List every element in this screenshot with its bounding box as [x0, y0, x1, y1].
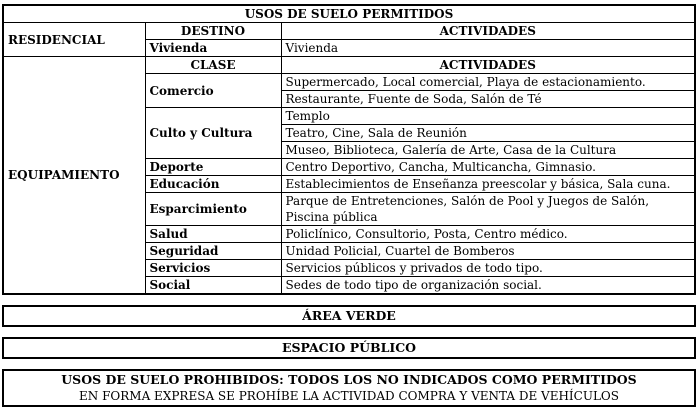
seguridad-actividad: Unidad Policial, Cuartel de Bomberos — [281, 243, 695, 260]
espacio-publico-row — [2, 337, 696, 359]
salud-actividad: Policlínico, Consultorio, Posta, Centro médico. — [281, 226, 695, 243]
espacio-publico-label: ESPACIO PÚBLICO — [281, 340, 417, 355]
residencial-label: RESIDENCIAL — [3, 23, 145, 57]
table-row — [3, 5, 695, 23]
servicios-actividad: Servicios públicos y privados de todo tipo. — [281, 260, 695, 277]
comercio-actividad-2: Restaurante, Fuente de Soda, Salón de Té — [281, 91, 695, 108]
vivienda-label: Vivienda — [145, 40, 281, 57]
seguridad-label: Seguridad — [145, 243, 281, 260]
vivienda-actividad: Vivienda — [281, 40, 695, 57]
equipamiento-label: EQUIPAMIENTO — [3, 57, 145, 295]
servicios-label: Servicios — [145, 260, 281, 277]
destino-column-header: DESTINO — [145, 23, 281, 40]
usos-prohibidos-section — [2, 369, 696, 407]
culto-actividad-3: Museo, Biblioteca, Galería de Arte, Casa de la Cultura — [281, 142, 695, 159]
esparcimiento-actividad: Parque de Entretenciones, Salón de Pool y Juegos de Salón, Piscina pública — [281, 193, 695, 226]
deporte-actividad: Centro Deportivo, Cancha, Multicancha, Gimnasio. — [281, 159, 695, 176]
salud-label: Salud — [145, 226, 281, 243]
esparcimiento-label: Esparcimiento — [145, 193, 281, 226]
educacion-actividad: Establecimientos de Enseñanza preescolar y básica, Sala cuna. — [281, 176, 695, 193]
usos-prohibidos-title: USOS DE SUELO PROHIBIDOS: TODOS LOS NO INDICADOS COMO PERMITIDOS — [61, 372, 637, 387]
area-verde-row — [2, 305, 696, 327]
comercio-label: Comercio — [145, 74, 281, 108]
social-actividad: Sedes de todo tipo de organización social. — [281, 277, 695, 295]
clase-column-header: CLASE — [145, 57, 281, 74]
culto-actividad-2: Teatro, Cine, Sala de Reunión — [281, 125, 695, 142]
culto-actividad-1: Templo — [281, 108, 695, 125]
culto-y-cultura-label: Culto y Cultura — [145, 108, 281, 159]
comercio-actividad-1: Supermercado, Local comercial, Playa de estacionamiento. — [281, 74, 695, 91]
social-label: Social — [145, 277, 281, 295]
actividades-column-header-equipamiento: ACTIVIDADES — [281, 57, 695, 74]
educacion-label: Educación — [145, 176, 281, 193]
table-row — [3, 57, 695, 74]
table-row — [3, 23, 695, 40]
table-title: USOS DE SUELO PERMITIDOS — [3, 5, 695, 23]
area-verde-label: ÁREA VERDE — [302, 308, 396, 323]
usos-de-suelo-table — [2, 4, 696, 295]
actividades-column-header-residencial: ACTIVIDADES — [281, 23, 695, 40]
usos-prohibidos-note: EN FORMA EXPRESA SE PROHÍBE LA ACTIVIDAD COMPRA Y VENTA DE VEHÍCULOS — [79, 389, 619, 403]
deporte-label: Deporte — [145, 159, 281, 176]
